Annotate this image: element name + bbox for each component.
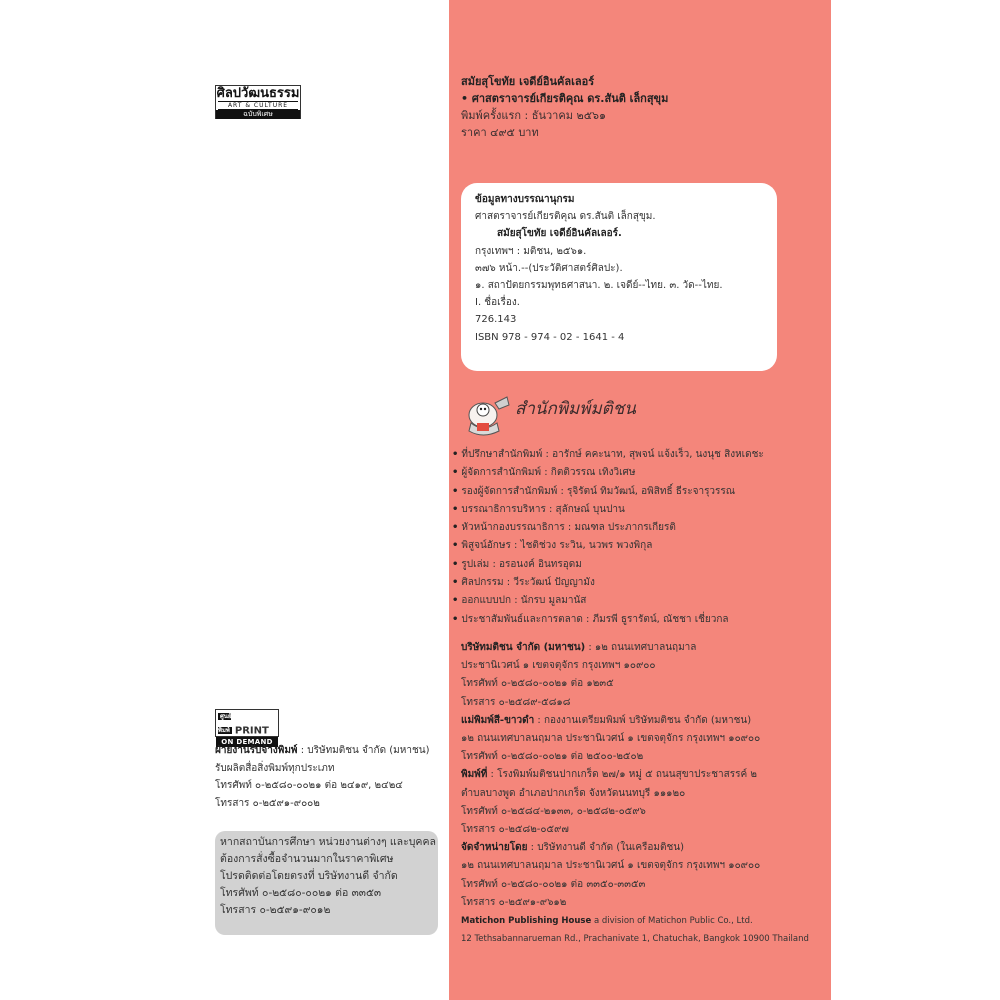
list-item: • ที่ปรึกษาสำนักพิมพ์ : อารักษ์ คคะนาท, สุพจน์ แจ้งเร็ว, นงนุช สิงหเดชะ [452, 449, 764, 460]
logo-title: ศิลปวัฒนธรรม [216, 86, 300, 101]
catalog-line: ๓๗๖ หน้า.--(ประวัติศาสตร์ศิลปะ). [475, 262, 623, 274]
publisher-mascot-icon [463, 393, 515, 439]
pod-print: PRINT [234, 725, 269, 736]
bulk-order-line: โปรดติดต่อโดยตรงที่ บริษัทงานดี จำกัด [220, 870, 398, 882]
list-item: • ศิลปกรรม : วีระวัฒน์ ปัญญามัง [452, 577, 595, 589]
publisher-brand [463, 393, 693, 441]
first-print-date: พิมพ์ครั้งแรก : ธันวาคม ๒๕๖๑ [461, 109, 606, 122]
company-line: โทรสาร ๐-๒๕๘๙-๕๘๑๘ [461, 696, 571, 708]
book-title-block [461, 73, 821, 141]
pod-on-demand: ON DEMAND [216, 737, 278, 747]
company-line: โทรศัพท์ ๐-๒๕๘๔-๒๑๓๓, ๐-๒๕๘๒-๐๕๙๖ [461, 805, 646, 817]
print-service-heading: ฝ่ายงานรับจ้างพิมพ์ [215, 745, 298, 756]
list-item: • พิสูจน์อักษร : ไชติช่วง ระวิน, นวพร พวงพิกุล [452, 540, 653, 552]
book-price: ราคา ๔๙๕ บาท [461, 126, 539, 139]
staff-list [452, 446, 822, 629]
list-item: • รองผู้จัดการสำนักพิมพ์ : รุจิรัตน์ ทิมวัฒน์, อพิสิทธิ์ ธีระจารุวรรณ [452, 485, 736, 497]
print-service-line: โทรสาร ๐-๒๕๙๑-๙๐๐๒ [215, 797, 320, 809]
book-author: • ศาสตราจารย์เกียรติคุณ ดร.สันติ เล็กสุขุม [461, 92, 669, 105]
pod-tag: ศูนย์พิมพ์ [218, 713, 232, 734]
catalog-line: 726.143 [475, 314, 517, 326]
company-line: โทรสาร ๐-๒๕๙๑-๙๖๑๒ [461, 896, 567, 908]
bulk-order-line: โทรสาร ๐-๒๕๙๑-๙๐๑๒ [220, 904, 331, 916]
art-culture-logo [215, 85, 301, 119]
list-item: • บรรณาธิการบริหาร : สุลักษณ์ บุนปาน [452, 503, 625, 515]
company-line: ๑๒ ถนนเทศบาลนฤมาล ประชานิเวศน์ ๑ เขตจตุจักร กรุงเทพฯ ๑๐๙๐๐ [461, 860, 761, 872]
logo-special-edition: ฉบับพิเศษ [216, 110, 300, 119]
company-line: โทรศัพท์ ๐-๒๕๘๐-๐๐๒๑ ต่อ ๓๓๕๐-๓๓๕๓ [461, 878, 646, 890]
book-title: สมัยสุโขทัย เจดีย์อินคัลเลอร์ [461, 75, 595, 88]
catalog-heading: ข้อมูลทางบรรณานุกรม [475, 194, 575, 205]
print-service-info: ฝ่ายงานรับจ้างพิมพ์ : บริษัทมติชน จำกัด (มหาชน) รับผลิตสื่อสิ่งพิมพ์ทุกประเภท โทรศัพท์ ๐-๒๕๘๐-๐๐๒๑ ต่อ ๒๔๑๙, ๒๔๒๔ โทรสาร ๐-๒๕๙๑-๙๐๐๒ [215, 742, 445, 812]
company-line: โทรศัพท์ ๐-๒๕๘๐-๐๐๒๑ ต่อ ๑๒๓๕ [461, 678, 614, 690]
bulk-order-line: โทรศัพท์ ๐-๒๕๘๐-๐๐๒๑ ต่อ ๓๓๕๓ [220, 887, 382, 899]
company-line: โทรสาร ๐-๒๕๘๒-๐๕๙๗ [461, 824, 569, 836]
color-plate-heading: แม่พิมพ์สี-ขาวดำ [461, 714, 535, 726]
company-line: ๑๒ ถนนเทศบาลนฤมาล ประชานิเวศน์ ๑ เขตจตุจักร กรุงเทพฯ ๑๐๙๐๐ [461, 733, 761, 745]
printer-heading: พิมพ์ที่ [461, 769, 488, 781]
company-line: ตำบลบางพูด อำเภอปากเกร็ด จังหวัดนนทบุรี ๑๑๑๒๐ [461, 787, 686, 799]
catalog-isbn: ISBN 978 - 974 - 02 - 1641 - 4 [475, 331, 625, 343]
catalog-author: ศาสตราจารย์เกียรติคุณ ดร.สันติ เล็กสุขุม. [475, 211, 656, 223]
list-item: • รูปเล่ม : อรอนงค์ อินทรอุดม [452, 558, 582, 570]
catalog-book-title: สมัยสุโขทัย เจดีย์อินคัลเลอร์. [497, 228, 622, 240]
print-service-line: รับผลิตสื่อสิ่งพิมพ์ทุกประเภท [215, 762, 335, 774]
catalog-data-box [461, 183, 777, 371]
list-item: • ออกแบบปก : นักรบ มูลมานัส [452, 595, 587, 607]
print-on-demand-logo [215, 709, 279, 746]
print-service-line: โทรศัพท์ ๐-๒๕๘๐-๐๐๒๑ ต่อ ๒๔๑๙, ๒๔๒๔ [215, 780, 403, 791]
company-info: บริษัทมติชน จำกัด (มหาชน) : ๑๒ ถนนเทศบาลนฤมาล ประชานิเวศน์ ๑ เขตจตุจักร กรุงเทพฯ ๑๐๙๐๐ โทรศัพท์ ๐-๒๕๘๐-๐๐๒๑ ต่อ ๑๒๓๕ โทรสาร ๐-๒๕๘๙-๕๘๑๘ แม่พิมพ์สี-ขาวดำ : กองงานเตรียมพิมพ์ บริษัทมติชน จำกัด (มหาชน) ๑๒ ถนนเทศบาลนฤมาล ประชานิเวศน์ ๑ เขตจตุจักร กรุงเทพฯ ๑๐๙๐๐ โทรศัพท์ ๐-๒๕๘๐-๐๐๒๑ ต่อ ๒๕๐๐-๒๕๐๒ พิมพ์ที่ : โรงพิมพ์มติชนปากเกร็ด ๒๗/๑ หมู่ ๕ ถนนสุขาประชาสรรค์ ๒ ตำบลบางพูด อำเภอปากเกร็ด จังหวัดนนทบุรี ๑๑๑๒๐ โทรศัพท์ ๐-๒๕๘๔-๒๑๓๓, ๐-๒๕๘๒-๐๕๙๖ โทรสาร ๐-๒๕๘๒-๐๕๙๗ จัดจำหน่ายโดย : บริษัทงานดี จำกัด (ในเครือมติชน) ๑๒ ถนนเทศบาลนฤมาล ประชานิเวศน์ ๑ เขตจตุจักร กรุงเทพฯ ๑๐๙๐๐ โทรศัพท์ ๐-๒๕๘๐-๐๐๒๑ ต่อ ๓๓๕๐-๓๓๕๓ โทรสาร ๐-๒๕๙๑-๙๖๑๒ Matichon Publishing House a division of Matichon Public Co., Ltd. 12 Tethsabannarueman Rd., Prachanivate 1, Chatuchak, Bangkok 10900 Thailand [461, 639, 821, 948]
catalog-line: ๑. สถาปัตยกรรมพุทธศาสนา. ๒. เจดีย์--ไทย. ๓. วัด--ไทย. [475, 280, 723, 292]
list-item: • ประชาสัมพันธ์และการตลาด : ภีมรพี ธูรารัตน์, ณัชชา เชี่ยวกล [452, 613, 729, 625]
english-address: 12 Tethsabannarueman Rd., Prachanivate 1, Chatuchak, Bangkok 10900 Thailand [461, 934, 809, 945]
logo-subtitle: ART & CULTURE [218, 101, 298, 110]
company-line: ประชานิเวศน์ ๑ เขตจตุจักร กรุงเทพฯ ๑๐๙๐๐ [461, 660, 656, 672]
company-name: บริษัทมติชน จำกัด (มหาชน) [461, 642, 586, 653]
list-item: • ผู้จัดการสำนักพิมพ์ : กิตติวรรณ เทิงวิเศษ [452, 467, 636, 479]
catalog-line: I. ชื่อเรื่อง. [475, 297, 520, 309]
list-item: • หัวหน้ากองบรรณาธิการ : มณฑล ประภากรเกียรติ [452, 522, 676, 534]
company-line: โทรศัพท์ ๐-๒๕๘๐-๐๐๒๑ ต่อ ๒๕๐๐-๒๕๐๒ [461, 751, 644, 763]
bulk-order-box [215, 831, 438, 935]
publisher-name: สำนักพิมพ์มติชน [515, 399, 636, 419]
distributor-heading: จัดจำหน่ายโดย [461, 842, 528, 854]
bulk-order-line: ต้องการสั่งซื้อจำนวนมากในราคาพิเศษ [220, 853, 394, 865]
bulk-order-line: หากสถาบันการศึกษา หน่วยงานต่างๆ และบุคคล [220, 836, 436, 848]
catalog-line: กรุงเทพฯ : มติชน, ๒๕๖๑. [475, 245, 587, 257]
english-publisher-name: Matichon Publishing House [461, 916, 592, 927]
